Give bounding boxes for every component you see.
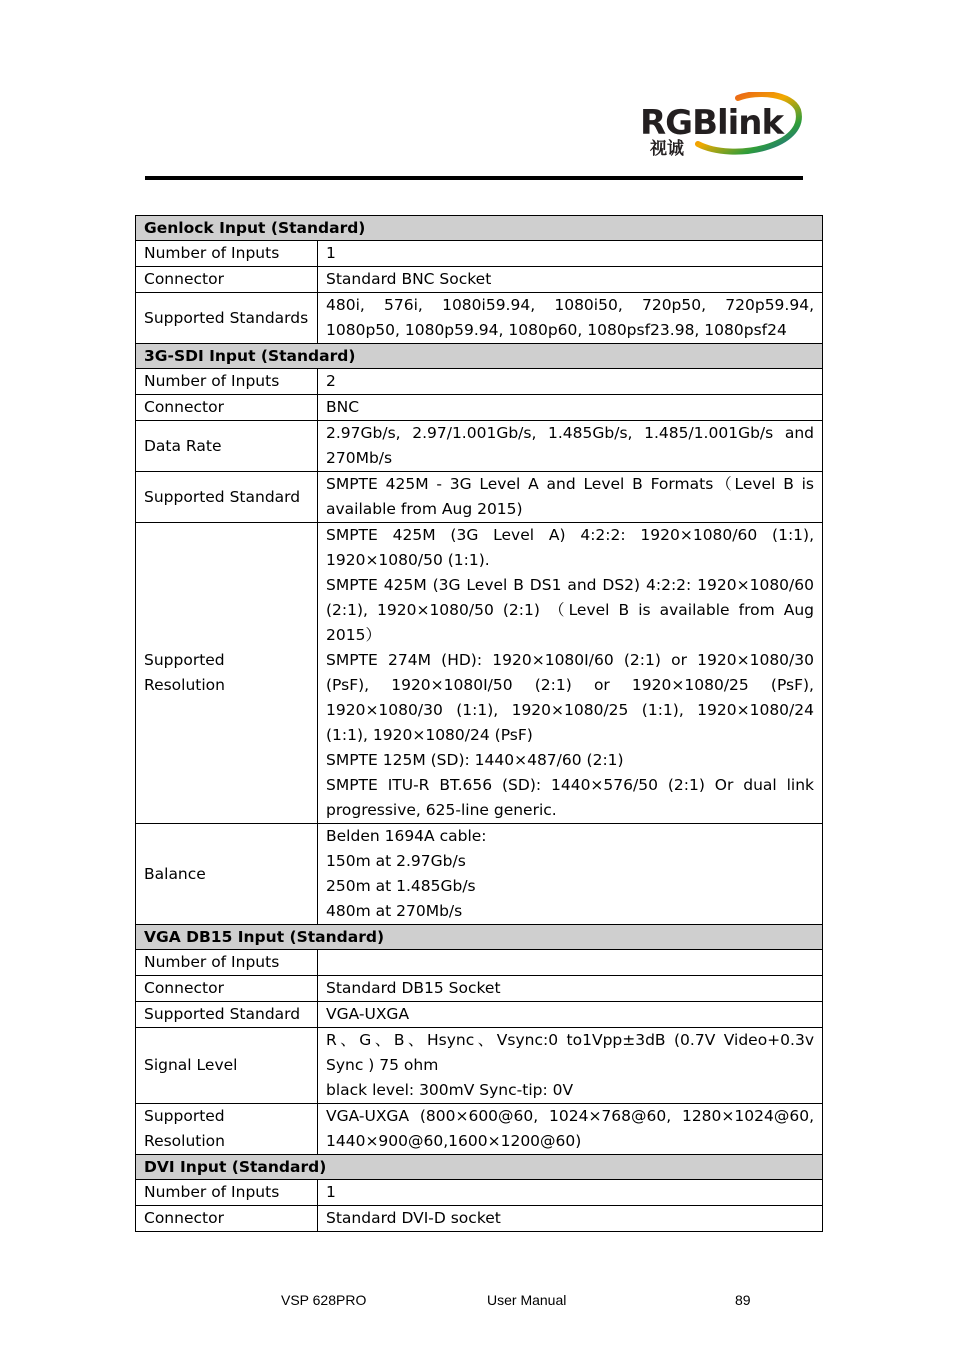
value-line: VGA-UXGA bbox=[326, 1005, 410, 1023]
row-label: Signal Level bbox=[136, 1028, 318, 1104]
rgblink-logo bbox=[638, 92, 806, 156]
row-label: Supported Standard bbox=[136, 1002, 318, 1028]
table-row bbox=[136, 1002, 823, 1028]
row-label: Connector bbox=[136, 267, 318, 293]
row-label: Connector bbox=[136, 1206, 318, 1232]
value-line: R、G、B、Hsync、Vsync:0 to1Vpp±3dB (0.7V Video+0.3v Sync ) 75 ohm bbox=[326, 1031, 814, 1074]
value-line: Standard BNC Socket bbox=[326, 270, 492, 288]
table-row bbox=[136, 241, 823, 267]
table-row bbox=[136, 395, 823, 421]
section-header-row bbox=[136, 216, 823, 241]
value-line: SMPTE 425M (3G Level B DS1 and DS2) 4:2:2: 1920×1080/60 (2:1), 1920×1080/50 (2:1) （Level B is available from Aug 2015） bbox=[326, 576, 814, 644]
row-value bbox=[318, 267, 823, 293]
value-line: Standard DVI-D socket bbox=[326, 1209, 501, 1227]
row-value bbox=[318, 1206, 823, 1232]
value-line: 150m at 2.97Gb/s bbox=[326, 852, 466, 870]
table-row bbox=[136, 976, 823, 1002]
value-line: 480m at 270Mb/s bbox=[326, 902, 463, 920]
footer-product: VSP 628PRO bbox=[281, 1292, 367, 1308]
svg-text:视诚: 视诚 bbox=[650, 139, 684, 156]
row-label: Number of Inputs bbox=[136, 1180, 318, 1206]
table-row bbox=[136, 1206, 823, 1232]
value-line: Belden 1694A cable: bbox=[326, 827, 487, 845]
section-title: VGA DB15 Input (Standard) bbox=[136, 925, 823, 950]
row-value bbox=[318, 421, 823, 472]
table-row bbox=[136, 369, 823, 395]
header-rule bbox=[145, 176, 803, 180]
table-row bbox=[136, 267, 823, 293]
row-value bbox=[318, 395, 823, 421]
row-value bbox=[318, 1002, 823, 1028]
row-label: Supported Standard bbox=[136, 472, 318, 523]
table-row bbox=[136, 523, 823, 824]
row-value bbox=[318, 369, 823, 395]
table-row bbox=[136, 1028, 823, 1104]
row-value bbox=[318, 293, 823, 344]
table-row bbox=[136, 421, 823, 472]
spec-table bbox=[135, 215, 823, 1232]
table-row bbox=[136, 472, 823, 523]
row-value bbox=[318, 976, 823, 1002]
row-value bbox=[318, 1104, 823, 1155]
row-label: Supported Resolution bbox=[136, 1104, 318, 1155]
section-title: 3G-SDI Input (Standard) bbox=[136, 344, 823, 369]
value-line bbox=[326, 950, 814, 975]
row-value bbox=[318, 950, 823, 976]
row-value bbox=[318, 472, 823, 523]
section-title: DVI Input (Standard) bbox=[136, 1155, 823, 1180]
table-row bbox=[136, 1104, 823, 1155]
section-header-row bbox=[136, 344, 823, 369]
value-line: BNC bbox=[326, 398, 360, 416]
section-header-row bbox=[136, 925, 823, 950]
table-row bbox=[136, 824, 823, 925]
value-line: SMPTE ITU-R BT.656 (SD): 1440×576/50 (2:1) Or dual link progressive, 625-line generic. bbox=[326, 776, 814, 819]
value-line: SMPTE 425M - 3G Level A and Level B Formats（Level B is available from Aug 2015) bbox=[326, 475, 814, 518]
row-value bbox=[318, 824, 823, 925]
row-label: Data Rate bbox=[136, 421, 318, 472]
row-value bbox=[318, 1028, 823, 1104]
row-value bbox=[318, 1180, 823, 1206]
row-label: Number of Inputs bbox=[136, 369, 318, 395]
value-line: black level: 300mV Sync-tip: 0V bbox=[326, 1081, 574, 1099]
row-label: Supported Standards bbox=[136, 293, 318, 344]
section-title: Genlock Input (Standard) bbox=[136, 216, 823, 241]
table-row bbox=[136, 293, 823, 344]
value-line: 1 bbox=[326, 244, 336, 262]
value-line: Standard DB15 Socket bbox=[326, 979, 501, 997]
row-value bbox=[318, 523, 823, 824]
value-line: SMPTE 274M (HD): 1920×1080I/60 (2:1) or 1920×1080/30 (PsF), 1920×1080I/50 (2:1) or 1920×1080/25 (PsF), 1920×1080/30 (1:1), 1920×1080/25 (1:1), 1920×1080/24 (1:1), 1920×1080/24 (PsF) bbox=[326, 651, 814, 744]
section-header-row bbox=[136, 1155, 823, 1180]
row-label: Number of Inputs bbox=[136, 241, 318, 267]
row-label: Supported Resolution bbox=[136, 523, 318, 824]
value-line: 1 bbox=[326, 1183, 336, 1201]
svg-text:RGBlink: RGBlink bbox=[640, 103, 784, 143]
value-line: SMPTE 425M (3G Level A) 4:2:2: 1920×1080/60 (1:1), 1920×1080/50 (1:1). bbox=[326, 526, 814, 569]
value-line: 250m at 1.485Gb/s bbox=[326, 877, 476, 895]
row-label: Number of Inputs bbox=[136, 950, 318, 976]
value-line: 480i, 576i, 1080i59.94, 1080i50, 720p50, 720p59.94, 1080p50, 1080p59.94, 1080p60, 1080psf23.98, 1080psf24 bbox=[326, 296, 814, 339]
table-row bbox=[136, 950, 823, 976]
value-line: SMPTE 125M (SD): 1440×487/60 (2:1) bbox=[326, 751, 624, 769]
row-label: Connector bbox=[136, 395, 318, 421]
value-line: 2.97Gb/s, 2.97/1.001Gb/s, 1.485Gb/s, 1.485/1.001Gb/s and 270Mb/s bbox=[326, 424, 814, 467]
row-value bbox=[318, 241, 823, 267]
row-label: Connector bbox=[136, 976, 318, 1002]
row-label: Balance bbox=[136, 824, 318, 925]
value-line: VGA-UXGA (800×600@60, 1024×768@60, 1280×1024@60, 1440×900@60,1600×1200@60) bbox=[326, 1107, 814, 1150]
table-row bbox=[136, 1180, 823, 1206]
footer-page-number: 89 bbox=[735, 1292, 751, 1308]
footer-doc-title: User Manual bbox=[487, 1292, 567, 1308]
value-line: 2 bbox=[326, 372, 336, 390]
